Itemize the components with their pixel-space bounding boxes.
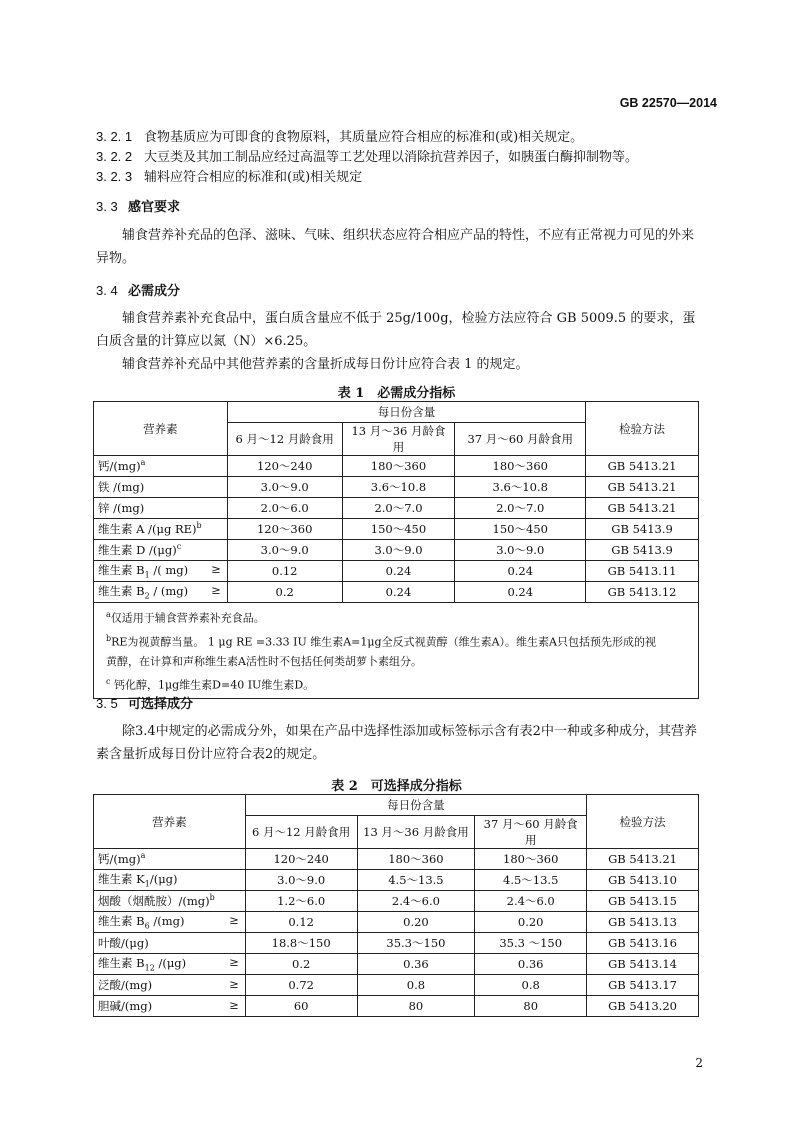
footnote-mark: c (176, 542, 182, 552)
cell-test-method: GB 5413.15 (587, 891, 699, 912)
nutrient-unit: /(mg) (149, 914, 185, 929)
subscript: 12 (144, 963, 155, 973)
page-number: 2 (695, 1056, 703, 1070)
clause-number: 3. 2. 3 (96, 169, 133, 184)
cell-age-37-60: 150～450 (455, 519, 586, 540)
cell-age-6-12: 18.8～150 (245, 933, 357, 954)
min-symbol: ≥ (229, 998, 239, 1012)
header-test-method: 检验方法 (586, 402, 699, 456)
min-symbol: ≥ (211, 562, 221, 577)
cell-age-37-60: 180～360 (455, 456, 586, 477)
section-title: 可选择成分 (128, 697, 194, 712)
nutrient-name: 叶酸/(μg) (98, 936, 149, 950)
min-symbol: ≥ (229, 955, 239, 970)
section-3-3-heading (96, 196, 180, 215)
nutrient-name: 维生素 B (98, 584, 145, 599)
nutrient-unit: /(μg) (149, 872, 178, 887)
table-row (94, 933, 699, 954)
table-row (94, 540, 699, 561)
section-3-3-paragraph: 辅食营养补充品的色泽、滋味、气味、组织状态应符合相应产品的特性，不应有正常视力可见的外来异物。 (96, 228, 695, 266)
cell-test-method: GB 5413.9 (586, 519, 699, 540)
cell-age-13-36: 2.4～6.0 (357, 891, 475, 912)
cell-age-37-60: 35.3 ～150 (475, 933, 587, 954)
cell-test-method: GB 5413.12 (586, 582, 699, 603)
cell-nutrient (94, 519, 228, 540)
footnote-mark: a (140, 851, 146, 861)
cell-age-37-60: 2.4～6.0 (475, 891, 587, 912)
cell-age-37-60: 0.24 (455, 561, 586, 582)
cell-age-6-12: 120～360 (227, 519, 342, 540)
cell-age-37-60: 3.6～10.8 (455, 477, 586, 498)
table-row (94, 498, 699, 519)
cell-age-13-36: 0.36 (357, 954, 475, 975)
cell-test-method: GB 5413.21 (586, 477, 699, 498)
nutrient-name: 维生素 A /(μg RE) (98, 522, 197, 536)
cell-age-37-60: 180～360 (475, 849, 587, 870)
nutrient-name: 维生素 B (98, 563, 145, 578)
cell-test-method: GB 5413.10 (587, 870, 699, 891)
header-age-6-12: 6 月～12 月龄食用 (227, 423, 342, 456)
cell-age-6-12: 120～240 (227, 456, 342, 477)
cell-nutrient (94, 912, 246, 933)
cell-age-37-60: 0.36 (475, 954, 587, 975)
nutrient-name: 铁 /(mg) (98, 480, 145, 494)
cell-nutrient (94, 954, 246, 975)
cell-age-6-12: 60 (245, 996, 357, 1017)
cell-age-13-36: 3.6～10.8 (342, 477, 455, 498)
cell-age-13-36: 35.3～150 (357, 933, 475, 954)
clause-text: 辅料应符合相应的标准和(或)相关规定 (144, 170, 363, 185)
section-3-4-heading (96, 280, 180, 299)
subscript: 1 (144, 879, 150, 889)
cell-nutrient (94, 849, 246, 870)
nutrient-name: 泛酸/(mg) (98, 978, 153, 992)
cell-nutrient (94, 561, 228, 582)
cell-age-6-12: 3.0～9.0 (245, 870, 357, 891)
table-row (94, 582, 699, 603)
cell-age-6-12: 1.2～6.0 (245, 891, 357, 912)
cell-age-37-60: 0.24 (455, 582, 586, 603)
cell-test-method: GB 5413.21 (586, 498, 699, 519)
min-symbol: ≥ (229, 913, 239, 928)
footnote-c: $^c$ 钙化醇，1μg维生素D=40 IU维生素D。 (106, 677, 315, 692)
nutrient-name: 维生素 D /(μg) (98, 543, 177, 557)
nutrient-name: 胆碱/(mg) (98, 999, 153, 1013)
footnote-mark: a (140, 458, 146, 468)
table-row (94, 849, 699, 870)
section-number: 3. 5 (96, 696, 118, 711)
clause-3-2-2 (96, 146, 638, 165)
header-test-method: 检验方法 (587, 795, 699, 849)
table-2-caption: 表 2 可选择成分指标 (331, 779, 462, 794)
header-age-37-60: 37 月～60 月龄食用 (475, 816, 587, 849)
table-row (94, 456, 699, 477)
cell-age-6-12: 0.72 (245, 975, 357, 996)
section-3-5-paragraph: 除3.4中规定的必需成分外，如果在产品中选择性添加或标签标示含有表2中一种或多种成分，其营养素含量折成每日份计应符合表2的规定。 (96, 724, 697, 762)
cell-nutrient (94, 933, 246, 954)
cell-age-6-12: 3.0～9.0 (227, 477, 342, 498)
cell-age-13-36: 2.0～7.0 (342, 498, 455, 519)
footnote-a: $^a$仅适用于辅食营养素补充食品。 (106, 610, 265, 625)
min-symbol: ≥ (229, 977, 239, 991)
cell-nutrient (94, 870, 246, 891)
header-age-13-36: 13 月～36 月龄食用 (342, 423, 455, 456)
cell-age-37-60: 0.8 (475, 975, 587, 996)
section-3-5-heading (96, 693, 193, 712)
cell-age-13-36: 3.0～9.0 (342, 540, 455, 561)
cell-age-6-12: 0.12 (245, 912, 357, 933)
cell-nutrient (94, 477, 228, 498)
cell-age-13-36: 0.8 (357, 975, 475, 996)
header-nutrient: 营养素 (94, 402, 228, 456)
subscript: 6 (144, 921, 150, 931)
section-number: 3. 4 (96, 283, 118, 298)
cell-test-method: GB 5413.13 (587, 912, 699, 933)
cell-age-13-36: 180～360 (357, 849, 475, 870)
cell-test-method: GB 5413.20 (587, 996, 699, 1017)
cell-age-6-12: 0.12 (227, 561, 342, 582)
cell-nutrient (94, 975, 246, 996)
cell-age-6-12: 3.0～9.0 (227, 540, 342, 561)
cell-test-method: GB 5413.14 (587, 954, 699, 975)
nutrient-name: 维生素 K (98, 872, 145, 887)
nutrient-name: 烟酸（烟酰胺）/(mg) (98, 894, 210, 908)
header-daily-content: 每日份含量 (227, 402, 585, 423)
table-row (94, 954, 699, 975)
section-number: 3. 3 (96, 199, 118, 214)
header-age-37-60: 37 月～60 月龄食用 (455, 423, 586, 456)
nutrient-unit: /(μg) (154, 956, 187, 971)
table-row (94, 477, 699, 498)
min-symbol: ≥ (211, 583, 221, 598)
cell-nutrient (94, 891, 246, 912)
cell-age-13-36: 0.20 (357, 912, 475, 933)
cell-nutrient (94, 540, 228, 561)
table-row (94, 891, 699, 912)
cell-test-method: GB 5413.11 (586, 561, 699, 582)
cell-test-method: GB 5413.17 (587, 975, 699, 996)
section-title: 感官要求 (128, 200, 181, 215)
table-row (94, 870, 699, 891)
nutrient-name: 钙/(mg) (98, 459, 141, 473)
table-2 (93, 794, 699, 1017)
cell-test-method: GB 5413.16 (587, 933, 699, 954)
header-age-13-36: 13 月～36 月龄食用 (357, 816, 475, 849)
cell-nutrient (94, 498, 228, 519)
cell-age-13-36: 0.24 (342, 561, 455, 582)
cell-age-13-36: 180～360 (342, 456, 455, 477)
cell-age-37-60: 0.20 (475, 912, 587, 933)
nutrient-name: 维生素 B (98, 956, 145, 971)
footnote-mark: b (209, 893, 215, 903)
nutrient-name: 锌 /(mg) (98, 501, 145, 515)
footnote-b-cont: 黄醇，在计算和声称维生素A活性时不包括任何类胡萝卜素组分。 (106, 655, 422, 669)
clause-number: 3. 2. 1 (96, 129, 133, 144)
table-row (94, 519, 699, 540)
cell-age-37-60: 4.5～13.5 (475, 870, 587, 891)
cell-test-method: GB 5413.9 (586, 540, 699, 561)
cell-age-6-12: 120～240 (245, 849, 357, 870)
clause-number: 3. 2. 2 (96, 149, 133, 164)
header-daily-content: 每日份含量 (245, 795, 586, 816)
nutrient-unit: / (mg) (149, 584, 189, 599)
table-row (94, 996, 699, 1017)
nutrient-unit: /( mg) (149, 563, 189, 578)
table-1-footnotes (94, 603, 699, 699)
subscript: 1 (144, 570, 150, 580)
standard-code: GB 22570—2014 (619, 96, 717, 110)
table-1-body (94, 456, 699, 603)
table-2-body (94, 849, 699, 1017)
cell-nutrient (94, 996, 246, 1017)
table-1-caption: 表 1 必需成分指标 (337, 386, 456, 401)
cell-nutrient (94, 456, 228, 477)
cell-age-6-12: 2.0～6.0 (227, 498, 342, 519)
section-title: 必需成分 (128, 284, 181, 299)
cell-age-37-60: 80 (475, 996, 587, 1017)
cell-age-37-60: 2.0～7.0 (455, 498, 586, 519)
footnote-b: $^b$RE为视黄醇当量。 1 μg RE =3.33 IU 维生素A=1μg全反式视黄醇（维生素A）。维生素A只包括预先形成的视 (106, 633, 656, 649)
table-row (94, 561, 699, 582)
clause-text: 食物基质应为可即食的食物原料，其质量应符合相应的标准和(或)相关规定。 (144, 130, 584, 145)
table-1 (93, 401, 699, 699)
clause-text: 大豆类及其加工制品应经过高温等工艺处理以消除抗营养因子，如胰蛋白酶抑制物等。 (144, 150, 639, 165)
cell-age-6-12: 0.2 (227, 582, 342, 603)
cell-test-method: GB 5413.21 (586, 456, 699, 477)
cell-age-13-36: 150～450 (342, 519, 455, 540)
header-nutrient: 营养素 (94, 795, 246, 849)
clause-3-2-3 (96, 166, 362, 185)
section-3-4-paragraph-1: 辅食营养素补充食品中，蛋白质含量应不低于 25g/100g，检验方法应符合 GB 5009.5 的要求，蛋白质含量的计算应以氮（N）×6.25。 (96, 311, 696, 349)
cell-test-method: GB 5413.21 (587, 849, 699, 870)
cell-age-6-12: 0.2 (245, 954, 357, 975)
table-row (94, 975, 699, 996)
header-age-6-12: 6 月～12 月龄食用 (245, 816, 357, 849)
nutrient-name: 钙/(mg) (98, 852, 141, 866)
table-row (94, 912, 699, 933)
cell-age-13-36: 4.5～13.5 (357, 870, 475, 891)
cell-age-13-36: 80 (357, 996, 475, 1017)
cell-age-37-60: 3.0～9.0 (455, 540, 586, 561)
nutrient-name: 维生素 B (98, 914, 145, 929)
cell-nutrient (94, 582, 228, 603)
cell-age-13-36: 0.24 (342, 582, 455, 603)
subscript: 2 (144, 591, 150, 601)
footnote-mark: b (196, 521, 202, 531)
section-3-4-paragraph-2: 辅食营养补充品中其他营养素的含量折成每日份计应符合表 1 的规定。 (122, 357, 529, 372)
clause-3-2-1 (96, 126, 583, 145)
